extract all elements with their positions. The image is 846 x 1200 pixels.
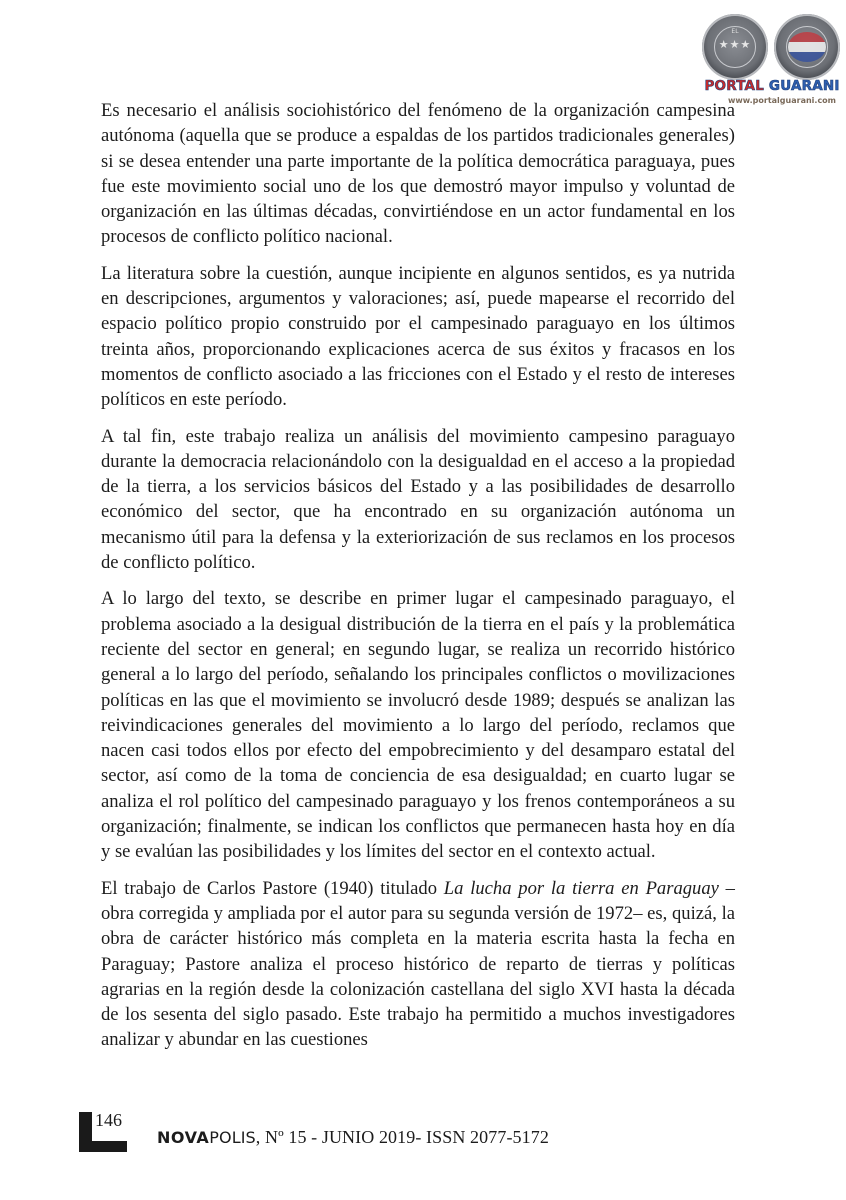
issue-info: , Nº 15 - JUNIO 2019- ISSN 2077-5172 [255,1127,549,1147]
paragraph: Es necesario el análisis sociohistórico del fenómeno de la organización campesina autónoma (aquella que se produce a espaldas de los partidos tradicionales generales) si se desea entender una parte importante de la política democrática paraguaya, pues fue este movimiento social uno de los que demostró mayor impulso y voluntad de organización en las últimas décadas, convirtiéndose en un actor fundamental en los procesos de conflicto político nacional. [101,100,735,248]
corner-mark-horizontal [79,1141,127,1152]
page-number: 146 [95,1110,122,1130]
paragraph-pastore [101,876,735,1053]
book-title: La lucha por la tierra en Paraguay [443,877,719,899]
paragraph: A lo largo del texto, se describe en primer lugar el campesinado paraguayo, el problema asociado a la desigual distribución de la tierra en el país y la problemática reciente del sector en general; en segundo lugar, se realiza un recorrido histórico general a lo largo del período, señalando los principales conflictos o movilizaciones políticas en las que el movimiento se involucró desde 1989; después se analizan las reivindicaciones generales del movimiento a lo largo del período, reclamos que nacen casi todos ellos por efecto del empobrecimiento y del desamparo estatal del sector, así como de la toma de conciencia de esa desigualdad; en cuarto lugar se analiza el rol político del campesinado paraguayo y los frenos contemporáneos a su organización; finalmente, se indican los conflictos que permanecen hasta hoy en día y se evalúan las posibilidades y los límites del sector en el contexto actual. [101,588,735,863]
journal-citation [157,1127,549,1148]
seal-label: EL [731,28,739,35]
brand-name [700,78,844,94]
article-body [101,98,735,1064]
paragraph-text: El trabajo de Carlos Pastore (1940) titulado [101,877,444,899]
flag-icon [788,32,826,62]
brand-part-guarani: GUARANI [768,78,840,94]
journal-name-rest: POLIS [209,1128,256,1147]
portal-guarani-logo [698,8,844,108]
paragraph-text: –obra corregida y ampliada por el autor para su segunda versión de 1972– es, quizá, la obra de carácter histórico más completa en la materia escrita hasta la fecha en Paraguay; Pastore analiza el proceso histórico de reparto de tierras y políticas agrarias en la región desde la colonización castellana del siglo XVI hasta la década de los sesenta del siglo pasado. Este trabajo ha permitido a muchos investigadores analizar y abundar en las cuestiones [101,877,735,1051]
paragraph: A tal fin, este trabajo realiza un análisis del movimiento campesino paraguayo durante la democracia relacionándolo con la desigualdad en el acceso a la propiedad de la tierra, a los servicios básicos del Estado y a las posibilidades de desarrollo económico del sector, que ha encontrado en su organización autónoma un mecanismo útil para la defensa y la exteriorización de sus reclamos en los procesos de conflicto político. [101,425,735,574]
stars-icon: ★★★ [718,38,752,51]
brand-part-portal: PORTAL [704,78,769,94]
seal-emblem-icon [702,14,768,80]
brand-url: www.portalguarani.com [727,96,837,105]
paragraph: La literatura sobre la cuestión, aunque incipiente en algunos sentidos, es ya nutrida en descripciones, argumentos y valoraciones; así, puede mapearse el recorrido del espacio político propio construido por el campesinado paraguayo en los últimos treinta años, proporcionando explicaciones acerca de sus éxitos y fracasos en los momentos de conflicto asociado a las fricciones con el Estado y el resto de intereses políticos en este período. [101,262,735,411]
journal-name-bold: NOVA [157,1128,210,1147]
paraguay-flag-seal-icon [774,14,840,80]
